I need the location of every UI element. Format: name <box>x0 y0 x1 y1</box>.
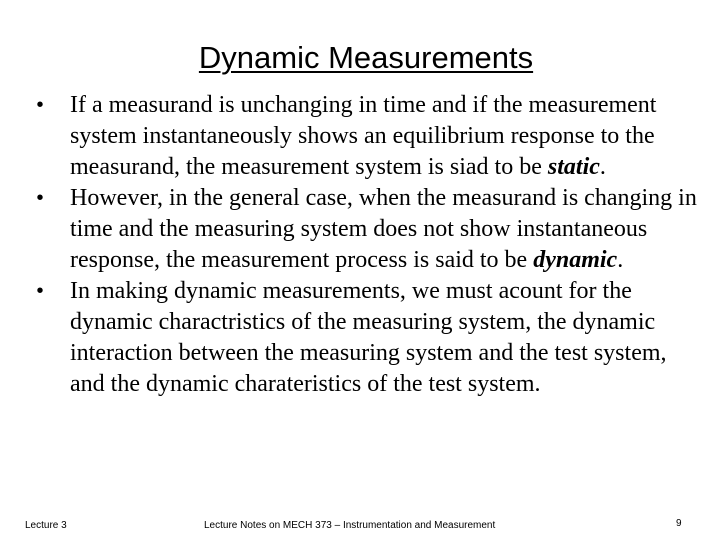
page-number: 9 <box>676 518 682 529</box>
bullet-item <box>30 90 700 183</box>
bullet-item <box>30 276 700 400</box>
bullet-list <box>30 90 700 400</box>
emphasis-static: static <box>547 154 600 180</box>
bullet-text: In making dynamic measurements, we must acount for the dynamic charactristics of the measuring system, the dynamic interaction between the measuring system and the test system, and the dynamic charateristics of the test system. <box>70 278 667 397</box>
bullet-text-end: . <box>599 154 606 180</box>
bullet-item <box>30 183 700 276</box>
bullet-dot-icon: • <box>36 187 44 209</box>
bullet-text-end: . <box>617 247 624 273</box>
bullet-text: If a measurand is unchanging in time and if the measurement system instantaneously shows an equilibrium response to the measurand, the measurement system is siad to be <box>70 92 657 180</box>
bullet-dot-icon: • <box>36 94 44 116</box>
slide-title: Dynamic Measurements <box>198 40 534 75</box>
footer-course-title: Lecture Notes on MECH 373 – Instrumentation and Measurement <box>204 520 496 531</box>
emphasis-dynamic: dynamic <box>533 247 618 273</box>
bullet-text: However, in the general case, when the measurand is changing in time and the measuring system does not show instantaneous response, the measurement process is said to be <box>70 185 697 273</box>
bullet-dot-icon: • <box>36 280 44 302</box>
footer-lecture-label: Lecture 3 <box>25 520 67 531</box>
